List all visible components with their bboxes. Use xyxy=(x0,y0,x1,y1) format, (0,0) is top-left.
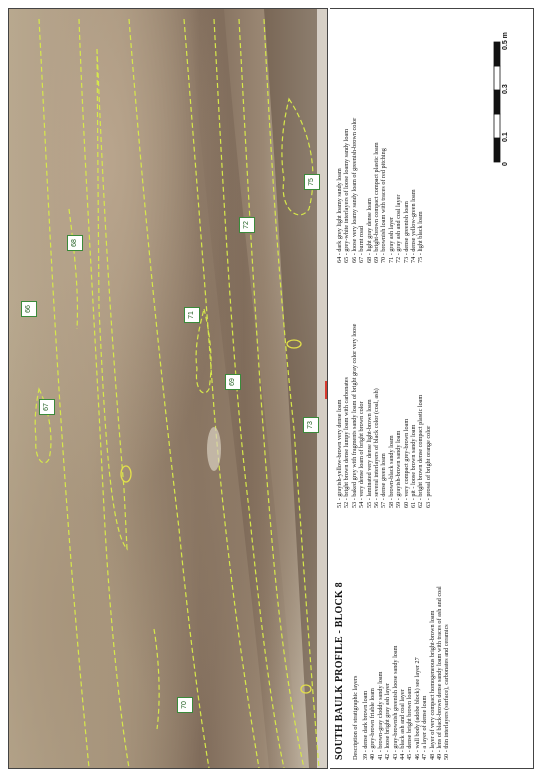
scale-tick-label: 0.1 xyxy=(502,132,509,142)
legend-item: 45 - dense bright brown loam xyxy=(406,686,414,760)
layer-label-67: 67 xyxy=(39,399,55,415)
legend-heading: Description of stratigraphic layers xyxy=(352,675,359,760)
legend-column-2 xyxy=(336,324,432,508)
legend-item: 43 - gray-brownish greenish loose sandy loam xyxy=(391,645,399,760)
legend-item: 74 - dense yellow-green loam xyxy=(410,189,418,263)
legend-item: 67 - burnt road xyxy=(358,226,366,263)
legend-item: 58 - brown-black sandy loam xyxy=(387,435,395,508)
stratigraphy-lines xyxy=(9,9,327,768)
legend-item: 71 - gray ash layer xyxy=(387,216,395,263)
legend-item: 41 - brown-gray cloddy sandy loam xyxy=(376,671,384,760)
legend-item: 64 - dark grey light loamy sandy loam xyxy=(336,168,343,263)
legend-item: 60 - very compact grey-brown loam xyxy=(402,418,410,508)
legend-item: 49 - lens of black-brown dense sandy loam with traces of ash and coal xyxy=(436,586,444,760)
scale-segment xyxy=(494,114,500,138)
legend-item: 51 - grayish-yellow-brown very dense loam xyxy=(336,399,343,508)
legend-item: 66 - loose very loamy sandy loam of greenish-brown color xyxy=(350,117,358,263)
legend-item: 72 - gray ash and coal layer xyxy=(395,194,403,263)
layer-label-70: 70 xyxy=(177,697,193,713)
layer-label-73: 73 xyxy=(303,417,319,433)
legend-item: 62 - bright brown dense compact plastic loam xyxy=(417,394,425,508)
legend-item: 47 - a layer of dense loam xyxy=(421,695,429,760)
legend-item: 70 - brownish loam with traces of red pitching xyxy=(380,148,388,263)
legend-item: 42 - loose bright gray ash layer xyxy=(384,683,392,760)
layer-label-69: 69 xyxy=(225,374,241,390)
legend-item: 59 - grayish-brown sandy loam xyxy=(395,430,403,508)
legend-item: 55 - laminated very dense light-brown loam xyxy=(365,399,373,508)
scale-segment xyxy=(494,138,500,162)
legend-item: 63 - prosal of bright orange color xyxy=(424,425,432,508)
legend-item: 44 - black ash and coal layer xyxy=(399,689,407,760)
legend-item: 65 - grey-white interlayers of loose loamy sandy loam xyxy=(343,128,351,263)
layer-label-72: 72 xyxy=(239,217,255,233)
legend-item: 68 - light gray dense loam xyxy=(365,198,373,263)
legend-item: 53 - baked grey with fragments sandy loam of bright gray color very loose xyxy=(350,323,358,508)
legend-column-3 xyxy=(336,118,425,263)
scale-bar xyxy=(480,18,520,168)
layer-label-75: 75 xyxy=(304,174,320,190)
scale-segment xyxy=(494,90,500,114)
legend-item: 75 - light black loam xyxy=(417,211,425,263)
legend-item: 52 - bright brown dense lumpy loam with carbonates xyxy=(343,377,351,508)
legend-item: 56 - several interlayers of black color (coal, ash) xyxy=(373,388,381,508)
scale-tick-label: 0.3 xyxy=(502,84,509,94)
layer-label-68: 68 xyxy=(67,235,83,251)
legend-item: 39 - dense dark brown loam xyxy=(362,690,369,760)
legend-item: 69 - bright-brown compact compact plastic loam xyxy=(373,142,381,263)
layer-label-71: 71 xyxy=(184,307,200,323)
legend-title: SOUTH BAULK PROFILE - BLOCK 8 xyxy=(334,582,345,760)
legend-item: 46 - wall body (adobe block) see layer 27 xyxy=(413,657,421,760)
legend-column-1 xyxy=(362,586,451,760)
scale-unit-label: 0.5 m xyxy=(502,32,509,50)
legend-item: 73 - dense greenish loam xyxy=(402,201,410,263)
legend-item: 48 - layer of very compact homogeneous bright-brown loam xyxy=(428,610,436,760)
legend-item: 50 - thin interlayers (surface), carbonates and ceramics xyxy=(443,624,451,760)
legend-panel xyxy=(330,8,534,769)
layer-label-66: 66 xyxy=(21,301,37,317)
profile-photo xyxy=(8,8,328,769)
scale-tick-label: 0 xyxy=(502,162,509,166)
scale-segment xyxy=(494,42,500,66)
legend-item: 40 - grey-brown friable loam xyxy=(369,688,377,760)
scale-segment xyxy=(494,66,500,90)
legend-item: 57 - dense green loam xyxy=(380,453,388,508)
legend-item: 61 - pit - loose brown sandy loam xyxy=(410,424,418,508)
legend-item: 54 - very dense loam of bright brown color xyxy=(358,401,366,508)
